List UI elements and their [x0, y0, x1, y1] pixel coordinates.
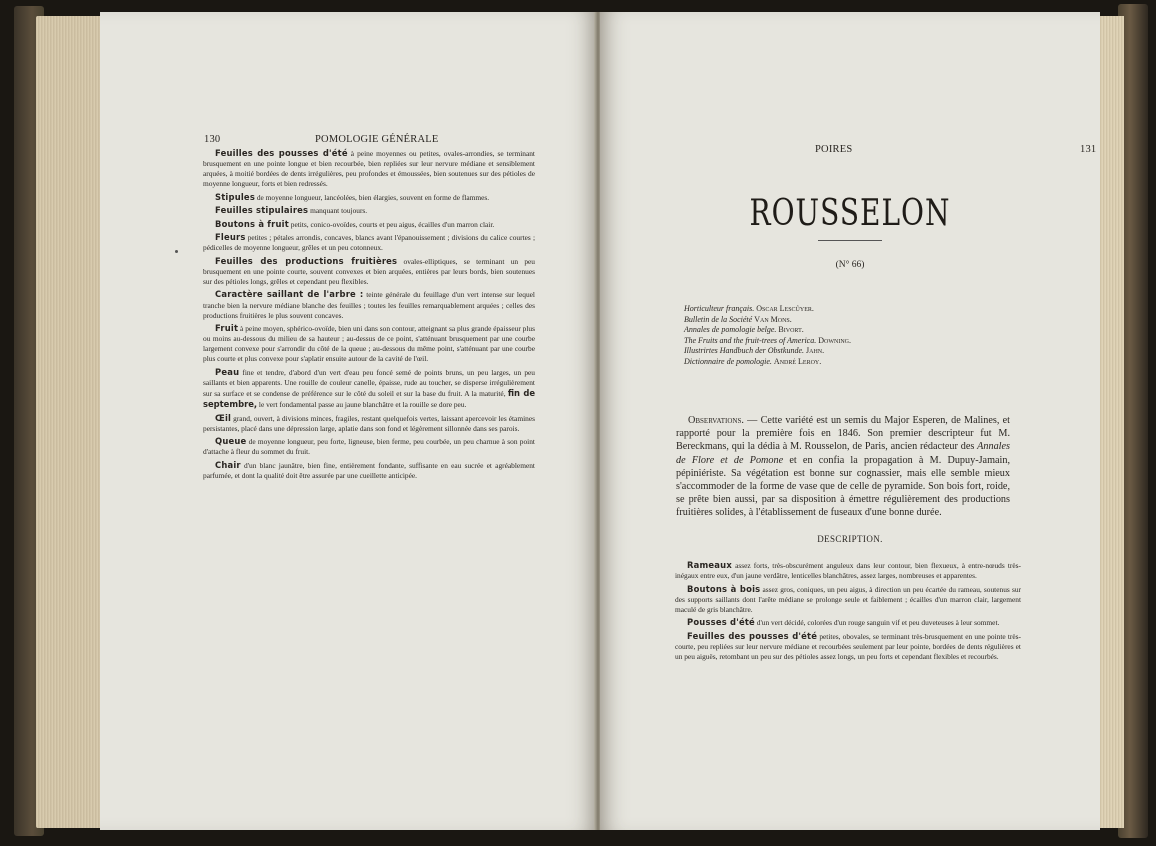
paragraph-lead: Œil: [215, 412, 232, 423]
paragraph-lead: Fleurs: [215, 232, 246, 243]
paragraph: [203, 256, 535, 287]
paragraph: [675, 584, 1021, 615]
observations-paragraph: [676, 414, 1010, 520]
paragraph-lead: Fruit: [215, 323, 239, 334]
page-edges-left: [36, 16, 102, 828]
right-page-number: 131: [1080, 144, 1097, 155]
reference-work: Bulletin de la Société: [684, 314, 753, 324]
paragraph-text: assez gros, coniques, un peu aigus, à direction un peu écartée du rameau, soutenus sur des supports saillants dont l'arête médiane se prolonge seule et faiblement ; écailles d'un marron clair, largement maculé de gris blanchâtre.: [675, 584, 1021, 614]
reference-author: Van Mons.: [754, 314, 792, 324]
paragraph-lead: Chair: [215, 459, 241, 470]
reference-author: Oscar Lescûyer.: [756, 304, 814, 313]
right-running-title: POIRES: [815, 144, 853, 155]
paragraph-text: grand, ouvert, à divisions minces, fragiles, restant quelquefois vertes, laissant apercevoir les étamines persistantes, placé dans une dépression large, aplatie dans son fond et légèrement sillonnée dans ses parois.: [203, 413, 535, 433]
maturity-date: fin de septembre,: [203, 388, 535, 410]
paragraph: [675, 617, 1021, 628]
right-page: [600, 12, 1100, 830]
reference-work: Illustrirtes Handbuch der Obstkunde.: [684, 346, 804, 356]
reference-work: Annales de pomologie belge.: [684, 325, 777, 335]
paragraph: [203, 148, 535, 189]
reference-work: Horticulteur français.: [684, 304, 755, 313]
paragraph: [675, 631, 1021, 662]
paragraph-lead: Queue: [215, 436, 247, 447]
paragraph-text: teinte générale du feuillage d'un vert intense sur lequel tranche bien la nervure médiane blanche des feuilles ; toutes les feuilles remarquablement arquées ; celles des productions fruitières le plus souvent concaves.: [203, 290, 535, 320]
references-list: [684, 304, 851, 368]
reference-item: [684, 357, 851, 368]
title-rule: [818, 240, 882, 241]
observations-tail: et en confia la propagation à M. Dupuy-Jamain, pépiniériste. Sa végétation est bonne sur cognassier, mais elle semble mieux s'accommoder de la forme de vase que de celle de pyramide. Son bois fort, roide, se prête bien aussi, par sa disposition à émettre régulièrement des productions fruitières solides, à l'établissement de fuseaux d'une bonne durée.: [676, 454, 1010, 519]
paragraph: [203, 323, 535, 364]
paragraph-lead: Feuilles des pousses d'été: [687, 630, 818, 641]
reference-author: Downing.: [818, 335, 851, 345]
reference-item: [684, 304, 851, 315]
paragraph: [203, 367, 535, 410]
paragraph-text: ovales-elliptiques, se terminant un peu brusquement en une pointe courte, souvent convexes et bien arquées, entières par leurs bords, bien soutenues sur des pétioles longs, grêles et cependant peu flexibles.: [203, 256, 535, 286]
paragraph-lead: Boutons à bois: [687, 583, 761, 594]
paragraph: [203, 460, 535, 481]
description-heading: DESCRIPTION.: [817, 534, 883, 544]
paragraph-text: à peine moyen, sphérico-ovoïde, bien uni dans son contour, atteignant sa plus grande épaisseur plus ou moins au-dessous du milieu de sa hauteur ; au-dessus de ce point, s'atténuant brusquement par une courbe largement convexe pour s'arrondir du côté de la queue ; au-dessous du même point, s'atténuant par une courbe plus courte et plus convexe pour s'aplatir ensuite autour de la cavité de l'œil.: [203, 324, 535, 364]
left-page: [100, 12, 596, 830]
paragraph-lead: Rameaux: [687, 560, 732, 570]
paragraph-lead: Pousses d'été: [687, 617, 755, 628]
paragraph-text: assez forts, très-obscurément anguleux dans leur contour, bien flexueux, à entre-nœuds très-inégaux entre eux, d'un jaune verdâtre, lenticelles blanchâtres, assez larges, nombreuses et apparentes.: [675, 561, 1021, 581]
reference-work: The Fruits and the fruit-trees of America.: [684, 335, 817, 345]
paragraph-lead: Stipules: [215, 191, 255, 202]
paragraph-text: d'un blanc jaunâtre, bien fine, entièrement fondante, suffisante en eau sucrée et agréablement parfumée, et dont la qualité doit être assurée par une cueillette anticipée.: [203, 460, 535, 480]
right-text-block: [675, 560, 1021, 664]
paragraph-text: petits, conico-ovoïdes, courts et peu aigus, écailles d'un marron clair.: [288, 219, 495, 229]
paragraph-text-tail: le vert fondamental passe au jaune blanchâtre et la rouille se dore peu.: [257, 400, 467, 410]
reference-author: Bivort.: [778, 325, 804, 335]
reference-item: [684, 315, 851, 326]
paragraph-text: de moyenne longueur, lancéolées, bien élargies, souvent en forme de flammes.: [255, 192, 490, 202]
reference-author: Jahn.: [806, 346, 825, 356]
paragraph-lead: Feuilles stipulaires: [215, 205, 309, 216]
paragraph-text: manquant toujours.: [308, 206, 368, 216]
paragraph-lead: Peau: [215, 366, 240, 377]
paragraph-lead: Feuilles des productions fruitières: [215, 255, 398, 266]
paragraph-text: de moyenne longueur, peu forte, ligneuse, bien ferme, peu courbée, un peu charnue à son point d'attache à fleur du sommet du fruit.: [203, 437, 535, 457]
paragraph-lead: Boutons à fruit: [215, 218, 289, 229]
reference-item: [684, 346, 851, 357]
paragraph-text: d'un vert décidé, colorées d'un rouge sanguin vif et peu duveteuses à leur sommet.: [754, 618, 1000, 628]
paragraph-text: fine et tendre, d'abord d'un vert d'eau peu foncé semé de points bruns, un peu larges, un peu saillants et bien apparents. Une rouille de couleur canelle, épaisse, rude au toucher, se disperse irrégulièrement sur sa surface et se condense de préférence sur le côté du soleil et sur la base du fruit. A la maturité,: [203, 367, 535, 399]
reference-work: Dictionnaire de pomologie.: [684, 356, 772, 366]
observations-label: Observations.: [688, 415, 744, 426]
left-running-title: POMOLOGIE GÉNÉRALE: [315, 134, 439, 145]
paragraph-lead: Caractère saillant de l'arbre :: [215, 289, 364, 300]
paragraph: [203, 192, 535, 203]
variety-title: ROUSSELON: [749, 191, 951, 234]
paragraph: [203, 413, 535, 434]
reference-author: André Leroy.: [773, 356, 822, 366]
paragraph: [203, 436, 535, 457]
paragraph: [675, 560, 1021, 581]
observations-text: — Cette variété est un semis du Major Esperen, de Malines, et rapporté pour la première fois en 1846. Son premier descripteur fut M. Bereckmans, qui la dédia à M. Rousselon, de Paris, ancien rédacteur des: [676, 415, 1010, 453]
left-page-number: 130: [204, 134, 221, 145]
paragraph-text: petites ; pétales arrondis, concaves, blancs avant l'épanouissement ; divisions du calice courtes ; pédicelles de moyenne longueur, grêles et un peu cotonneux.: [203, 233, 535, 253]
observations-italic: Annales de Flore et de Pomone: [676, 441, 1010, 466]
variety-number: (N° 66): [835, 260, 865, 270]
paragraph-text: à peine moyennes ou petites, ovales-arrondies, se terminant brusquement en une pointe longue et bien recourbée, bien repliées sur leur nervure médiane et sensiblement arquées, à moitié bordées de dents irrégulières, peu profondes et émoussées, bien soutenues sur des pétioles de moyenne longueur, forts et bien redressés.: [203, 149, 535, 189]
page-edges-right: [1098, 16, 1124, 828]
paragraph: [203, 219, 535, 230]
paragraph-lead: Feuilles des pousses d'été: [215, 148, 348, 158]
left-text-block: [203, 148, 535, 483]
reference-item: [684, 336, 851, 347]
paragraph: [203, 205, 535, 216]
paragraph-text: petites, obovales, se terminant très-brusquement en une pointe très-courte, peu repliées sur leur nervure médiane et recourbées seulement par leur pointe, bordées de dents régulières et un peu aiguës, retombant un peu sur des pétioles assez longs, un peu forts et cependant flexibles et recourbés.: [675, 631, 1021, 661]
reference-item: [684, 325, 851, 336]
ink-speck: [175, 250, 178, 253]
paragraph: [203, 289, 535, 320]
paragraph: [203, 232, 535, 253]
